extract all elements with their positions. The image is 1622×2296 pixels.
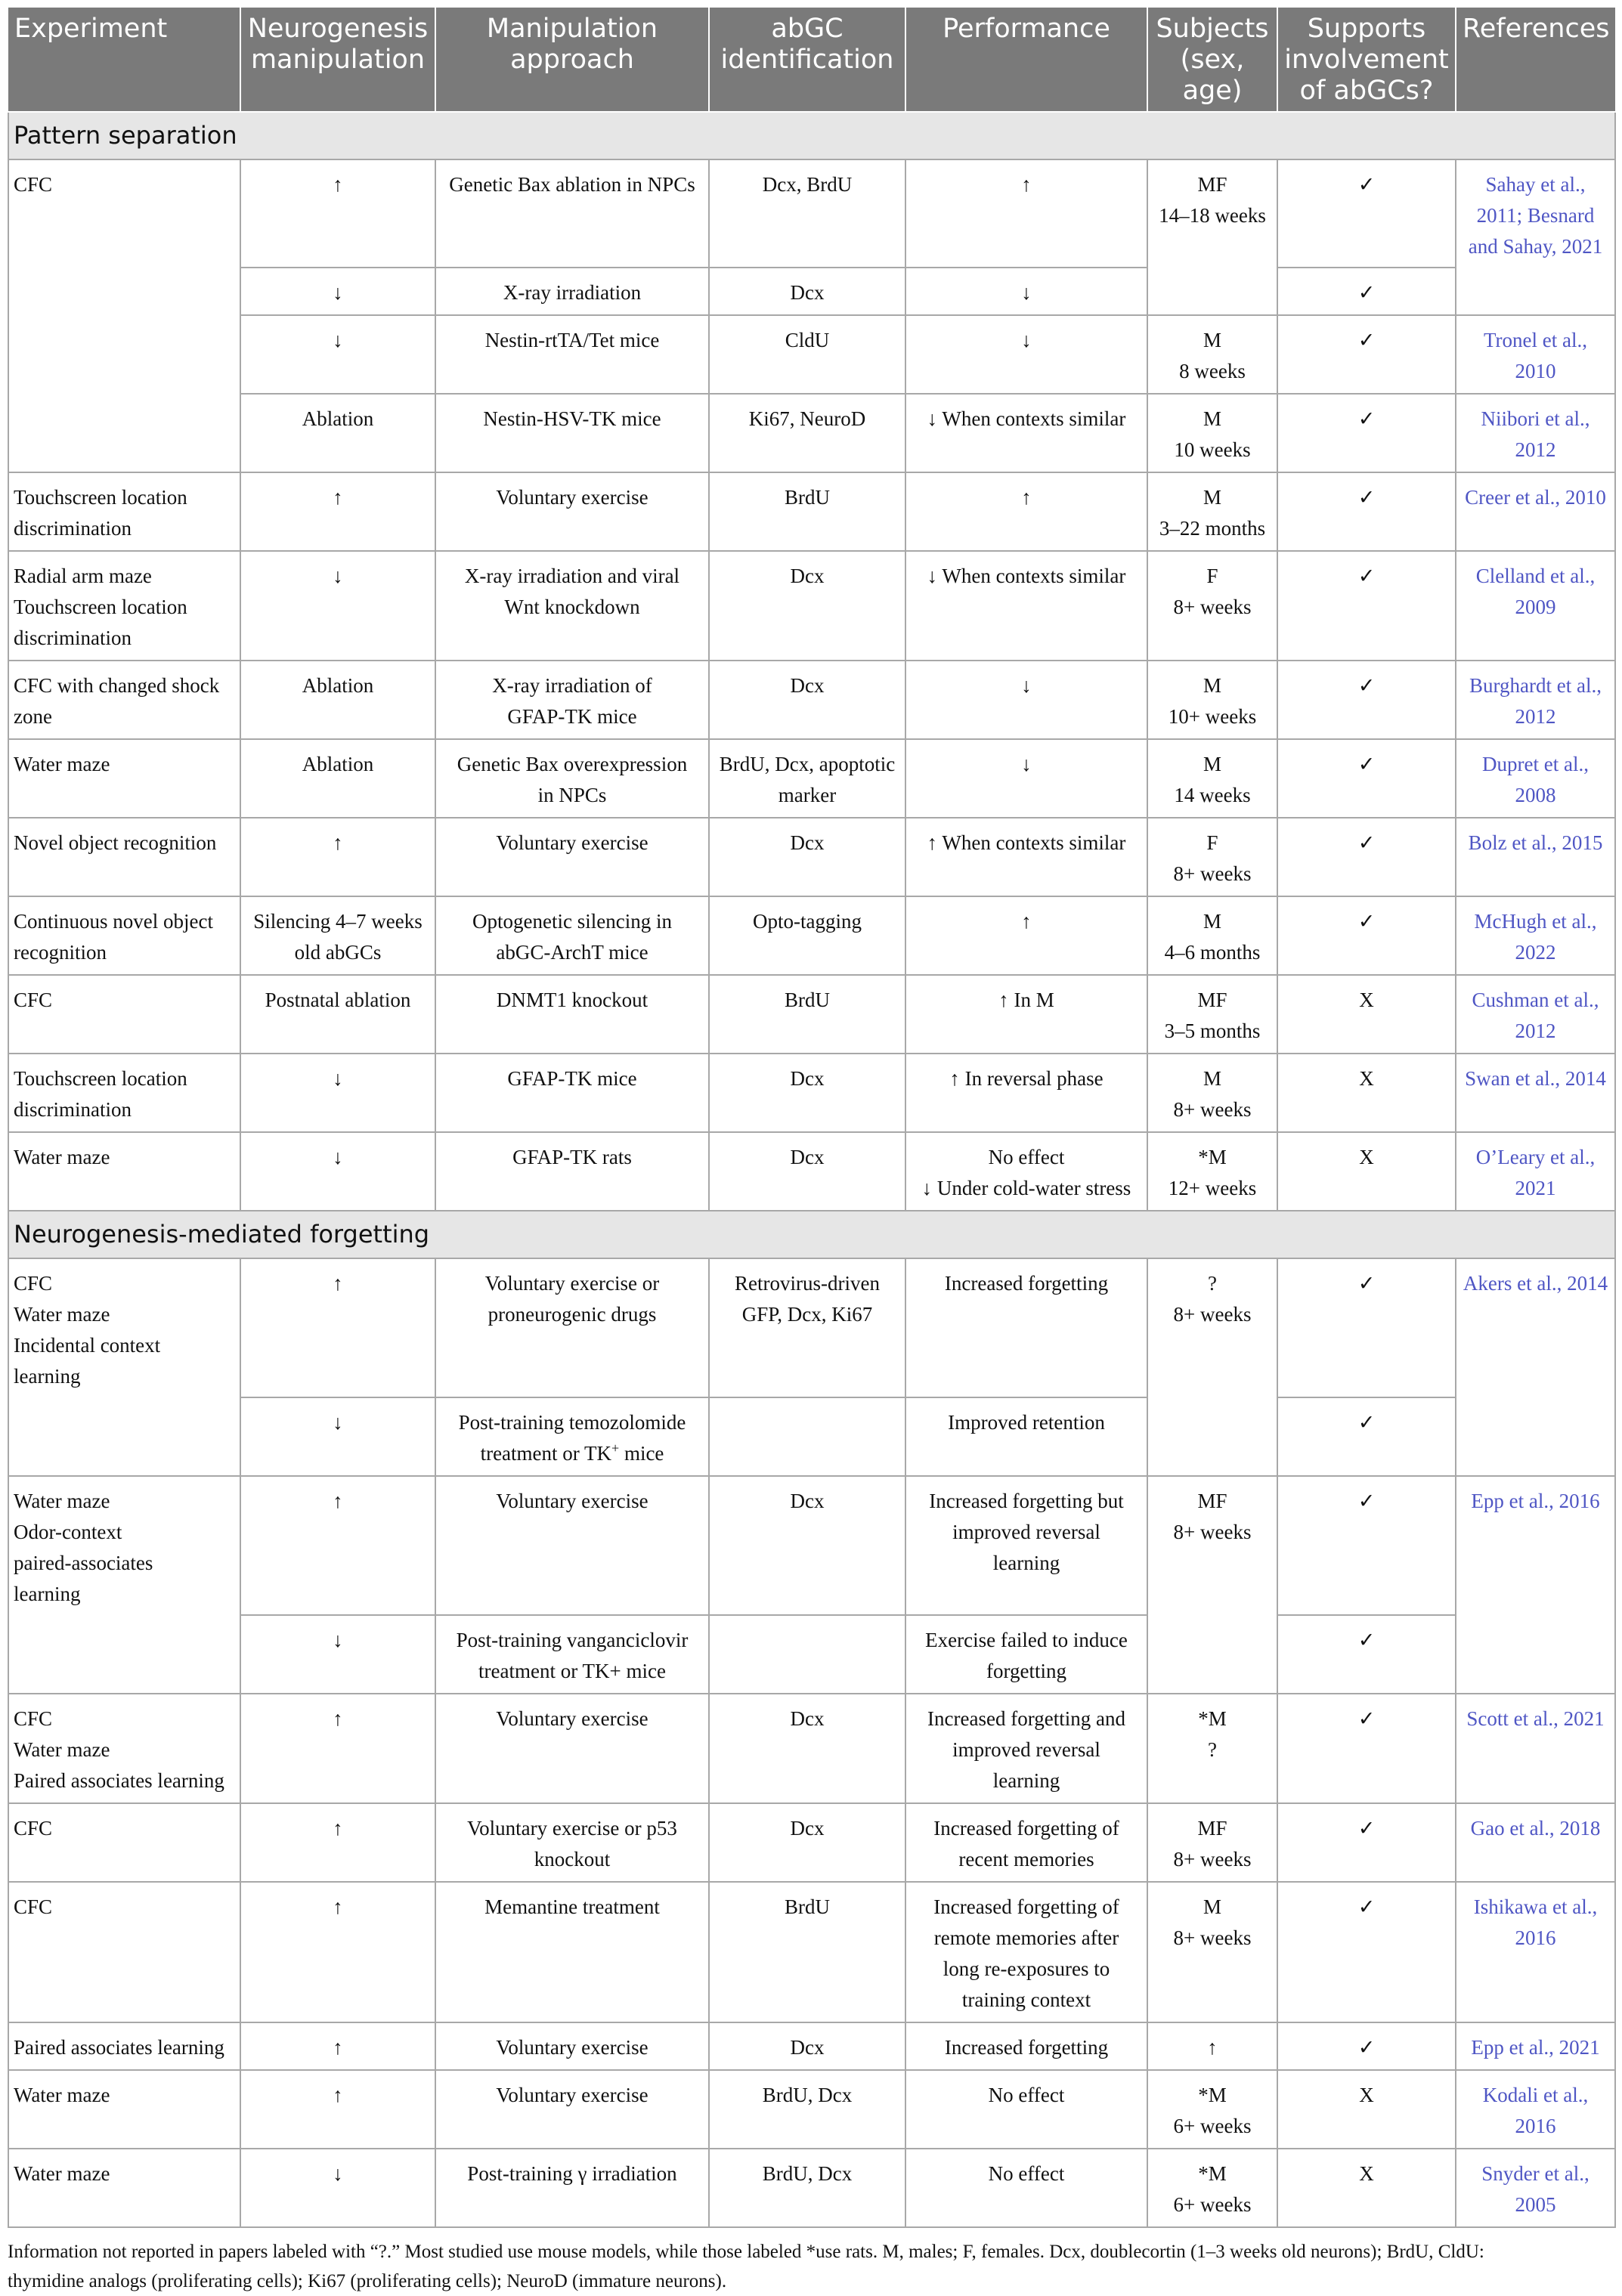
cell-support: ✓: [1277, 818, 1456, 896]
header-supports-involvement: Supports involvement of abGCs?: [1277, 8, 1456, 112]
cell-support: ✓: [1277, 2022, 1456, 2070]
cell-manipulation: ↓: [240, 315, 435, 394]
cell-identification: BrdU, Dcx: [709, 2070, 905, 2149]
cell-manipulation: Postnatal ablation: [240, 975, 435, 1054]
cell-approach: X-ray irradiation and viral Wnt knockdown: [435, 551, 709, 661]
cell-identification: BrdU: [709, 975, 905, 1054]
cell-reference-link[interactable]: Snyder et al., 2005: [1456, 2149, 1615, 2227]
neurogenesis-table: [8, 8, 1616, 2228]
cell-reference-link[interactable]: Burghardt et al., 2012: [1456, 661, 1615, 739]
cell-reference-link[interactable]: O’Leary et al., 2021: [1456, 1132, 1615, 1211]
cell-support: ✓: [1277, 661, 1456, 739]
cell-manipulation: ↓: [240, 1397, 435, 1476]
cell-identification: Dcx: [709, 1694, 905, 1803]
cell-experiment: Water maze: [8, 1132, 240, 1211]
section-title-pattern-separation: Pattern separation: [8, 112, 1615, 159]
cell-reference-link[interactable]: McHugh et al., 2022: [1456, 896, 1615, 975]
cell-manipulation: Ablation: [240, 739, 435, 818]
cell-subjects: M 14 weeks: [1147, 739, 1277, 818]
cell-support: X: [1277, 2149, 1456, 2227]
cell-approach: X-ray irradiation: [435, 268, 709, 315]
table-row: [8, 975, 1615, 1054]
cell-manipulation: ↑: [240, 472, 435, 551]
cell-approach: Voluntary exercise: [435, 472, 709, 551]
cell-manipulation: ↑: [240, 1882, 435, 2022]
table-row: [8, 896, 1615, 975]
cell-subjects: ↑: [1147, 2022, 1277, 2070]
cell-subjects: M 10+ weeks: [1147, 661, 1277, 739]
cell-approach: Memantine treatment: [435, 1882, 709, 2022]
table-row: [8, 159, 1615, 268]
cell-reference-link[interactable]: Clelland et al., 2009: [1456, 551, 1615, 661]
cell-support: ✓: [1277, 1803, 1456, 1882]
cell-performance: ↑ When contexts similar: [905, 818, 1147, 896]
cell-reference-link[interactable]: Dupret et al., 2008: [1456, 739, 1615, 818]
cell-approach: DNMT1 knockout: [435, 975, 709, 1054]
header-neurogenesis-manipulation: Neurogenesis manipulation: [240, 8, 435, 112]
cell-subjects: MF 8+ weeks: [1147, 1803, 1277, 1882]
cell-manipulation: ↓: [240, 1615, 435, 1694]
table-row: [8, 2022, 1615, 2070]
cell-performance: Improved retention: [905, 1397, 1147, 1476]
cell-performance: ↓: [905, 739, 1147, 818]
cell-manipulation: ↑: [240, 1694, 435, 1803]
cell-experiment: Touchscreen location discrimination: [8, 472, 240, 551]
table-row: [8, 1882, 1615, 2022]
header-references: References: [1456, 8, 1615, 112]
cell-performance: ↓ When contexts similar: [905, 551, 1147, 661]
cell-support: ✓: [1277, 1694, 1456, 1803]
cell-approach: GFAP-TK rats: [435, 1132, 709, 1211]
header-manipulation-approach: Manipulation approach: [435, 8, 709, 112]
cell-performance: ↑: [905, 159, 1147, 268]
cell-performance: ↑: [905, 472, 1147, 551]
cell-performance: ↑ In reversal phase: [905, 1054, 1147, 1132]
cell-experiment: CFC with changed shock zone: [8, 661, 240, 739]
cell-reference-link[interactable]: Swan et al., 2014: [1456, 1054, 1615, 1132]
cell-subjects: *M 6+ weeks: [1147, 2070, 1277, 2149]
cell-reference-link[interactable]: Ishikawa et al., 2016: [1456, 1882, 1615, 2022]
cell-performance: ↑: [905, 896, 1147, 975]
cell-approach: Voluntary exercise: [435, 1476, 709, 1615]
cell-performance: Increased forgetting: [905, 1258, 1147, 1397]
cell-subjects: *M 12+ weeks: [1147, 1132, 1277, 1211]
cell-reference-link[interactable]: Akers et al., 2014: [1456, 1258, 1615, 1476]
cell-subjects: M 8+ weeks: [1147, 1054, 1277, 1132]
cell-manipulation: ↓: [240, 1054, 435, 1132]
cell-support: ✓: [1277, 315, 1456, 394]
table-row: [8, 1694, 1615, 1803]
cell-identification: Dcx: [709, 1054, 905, 1132]
cell-experiment: CFC: [8, 975, 240, 1054]
cell-subjects: MF 14–18 weeks: [1147, 159, 1277, 315]
cell-approach: Nestin-HSV-TK mice: [435, 394, 709, 472]
cell-manipulation: ↑: [240, 818, 435, 896]
cell-reference-link[interactable]: Epp et al., 2016: [1456, 1476, 1615, 1694]
cell-approach: Voluntary exercise: [435, 2070, 709, 2149]
cell-manipulation: ↑: [240, 2022, 435, 2070]
header-performance: Performance: [905, 8, 1147, 112]
cell-experiment: CFC Water maze Incidental context learning: [8, 1258, 240, 1476]
cell-approach: GFAP-TK mice: [435, 1054, 709, 1132]
cell-identification: Opto-tagging: [709, 896, 905, 975]
table-row: [8, 268, 1615, 315]
cell-experiment: Paired associates learning: [8, 2022, 240, 2070]
table-row: [8, 551, 1615, 661]
cell-subjects: M 8+ weeks: [1147, 1882, 1277, 2022]
cell-reference-link[interactable]: Bolz et al., 2015: [1456, 818, 1615, 896]
cell-support: ✓: [1277, 1258, 1456, 1397]
cell-experiment: Touchscreen location discrimination: [8, 1054, 240, 1132]
cell-performance: Increased forgetting but improved reversal learning: [905, 1476, 1147, 1615]
cell-identification: BrdU, Dcx, apoptotic marker: [709, 739, 905, 818]
cell-approach: Voluntary exercise: [435, 1694, 709, 1803]
cell-performance: Increased forgetting and improved reversal learning: [905, 1694, 1147, 1803]
cell-experiment: CFC: [8, 159, 240, 472]
approach-text: mice: [619, 1442, 664, 1465]
cell-manipulation: ↑: [240, 1258, 435, 1397]
cell-support: ✓: [1277, 1615, 1456, 1694]
cell-identification: Dcx: [709, 551, 905, 661]
section-title-forgetting: Neurogenesis-mediated forgetting: [8, 1211, 1615, 1258]
table-row: [8, 472, 1615, 551]
cell-identification: BrdU: [709, 1882, 905, 2022]
cell-reference-link[interactable]: Epp et al., 2021: [1456, 2022, 1615, 2070]
table-row: [8, 2149, 1615, 2227]
cell-approach: Genetic Bax ablation in NPCs: [435, 159, 709, 268]
cell-performance: ↓: [905, 315, 1147, 394]
footnote-line: Information not reported in papers labeled with “?.” Most studied use mouse models, while those labeled *use rats. M, males; F, females. Dcx, doublecortin (1–3 weeks old neurons); BrdU, CldU:: [8, 2242, 1484, 2262]
table-page: [8, 8, 1614, 2296]
cell-performance: ↑ In M: [905, 975, 1147, 1054]
header-subjects: Subjects (sex, age): [1147, 8, 1277, 112]
cell-identification: CldU: [709, 315, 905, 394]
superscript-plus: +: [611, 1440, 620, 1456]
cell-approach: X-ray irradiation of GFAP-TK mice: [435, 661, 709, 739]
cell-subjects: ? 8+ weeks: [1147, 1258, 1277, 1476]
cell-experiment: Water maze: [8, 739, 240, 818]
table-row: [8, 818, 1615, 896]
table-row: [8, 2070, 1615, 2149]
cell-manipulation: ↓: [240, 268, 435, 315]
cell-approach: Optogenetic silencing in abGC-ArchT mice: [435, 896, 709, 975]
cell-reference-link[interactable]: Sahay et al., 2011; Besnard and Sahay, 2021: [1456, 159, 1615, 315]
cell-support: ✓: [1277, 268, 1456, 315]
table-footnote: [8, 2237, 1614, 2296]
cell-experiment: CFC: [8, 1882, 240, 2022]
cell-subjects: F 8+ weeks: [1147, 551, 1277, 661]
cell-identification: Dcx: [709, 818, 905, 896]
cell-approach: Post-training γ irradiation: [435, 2149, 709, 2227]
cell-experiment: Continuous novel object recognition: [8, 896, 240, 975]
cell-approach: Voluntary exercise: [435, 2022, 709, 2070]
cell-identification: Dcx, BrdU: [709, 159, 905, 268]
cell-experiment: Novel object recognition: [8, 818, 240, 896]
cell-experiment: Water maze: [8, 2070, 240, 2149]
cell-reference-link[interactable]: Cushman et al., 2012: [1456, 975, 1615, 1054]
cell-reference-link[interactable]: Tronel et al., 2010: [1456, 315, 1615, 394]
cell-manipulation: ↑: [240, 1476, 435, 1615]
cell-performance: Exercise failed to induce forgetting: [905, 1615, 1147, 1694]
cell-manipulation: Silencing 4–7 weeks old abGCs: [240, 896, 435, 975]
cell-performance: ↓: [905, 268, 1147, 315]
cell-identification: [709, 1615, 905, 1694]
cell-subjects: M 8 weeks: [1147, 315, 1277, 394]
cell-support: ✓: [1277, 1882, 1456, 2022]
table-row: [8, 739, 1615, 818]
cell-approach: Genetic Bax overexpression in NPCs: [435, 739, 709, 818]
cell-experiment: CFC: [8, 1803, 240, 1882]
header-row: [8, 8, 1615, 112]
cell-performance: Increased forgetting: [905, 2022, 1147, 2070]
cell-subjects: MF 8+ weeks: [1147, 1476, 1277, 1694]
cell-subjects: M 3–22 months: [1147, 472, 1277, 551]
cell-support: ✓: [1277, 159, 1456, 268]
cell-performance: Increased forgetting of remote memories after long re-exposures to training context: [905, 1882, 1147, 2022]
cell-reference-link[interactable]: Creer et al., 2010: [1456, 472, 1615, 551]
cell-support: X: [1277, 975, 1456, 1054]
cell-identification: Dcx: [709, 2022, 905, 2070]
cell-identification: BrdU, Dcx: [709, 2149, 905, 2227]
cell-reference-link[interactable]: Kodali et al., 2016: [1456, 2070, 1615, 2149]
cell-identification: [709, 1397, 905, 1476]
cell-approach: Voluntary exercise: [435, 818, 709, 896]
cell-manipulation: ↓: [240, 2149, 435, 2227]
cell-support: ✓: [1277, 1476, 1456, 1615]
section-row: [8, 1211, 1615, 1258]
cell-manipulation: Ablation: [240, 394, 435, 472]
cell-manipulation: ↑: [240, 2070, 435, 2149]
cell-approach: Voluntary exercise or p53 knockout: [435, 1803, 709, 1882]
cell-approach: Post-training vanganciclovir treatment or TK+ mice: [435, 1615, 709, 1694]
cell-reference-link[interactable]: Niibori et al., 2012: [1456, 394, 1615, 472]
cell-support: ✓: [1277, 472, 1456, 551]
cell-identification: Retrovirus-driven GFP, Dcx, Ki67: [709, 1258, 905, 1397]
cell-experiment: CFC Water maze Paired associates learning: [8, 1694, 240, 1803]
header-experiment: Experiment: [8, 8, 240, 112]
cell-manipulation: ↓: [240, 1132, 435, 1211]
cell-manipulation: ↑: [240, 159, 435, 268]
cell-subjects: *M ?: [1147, 1694, 1277, 1803]
cell-experiment: Water maze: [8, 2149, 240, 2227]
cell-support: X: [1277, 2070, 1456, 2149]
cell-subjects: M 10 weeks: [1147, 394, 1277, 472]
cell-support: ✓: [1277, 896, 1456, 975]
footnote-line: thymidine analogs (proliferating cells); Ki67 (proliferating cells); NeuroD (immature neurons).: [8, 2271, 727, 2291]
section-row: [8, 112, 1615, 159]
table-row: [8, 1258, 1615, 1397]
cell-identification: Dcx: [709, 1803, 905, 1882]
cell-experiment: Water maze Odor-context paired-associates learning: [8, 1476, 240, 1694]
cell-support: ✓: [1277, 1397, 1456, 1476]
table-row: [8, 1476, 1615, 1615]
table-row: [8, 1132, 1615, 1211]
cell-approach: Nestin-rtTA/Tet mice: [435, 315, 709, 394]
cell-subjects: F 8+ weeks: [1147, 818, 1277, 896]
cell-identification: Dcx: [709, 661, 905, 739]
cell-performance: ↓: [905, 661, 1147, 739]
cell-identification: BrdU: [709, 472, 905, 551]
table-row: [8, 1054, 1615, 1132]
cell-subjects: *M 6+ weeks: [1147, 2149, 1277, 2227]
table-row: [8, 661, 1615, 739]
cell-approach: Post-training temozolomide treatment or TK+ mice: [435, 1397, 709, 1476]
cell-reference-link[interactable]: Gao et al., 2018: [1456, 1803, 1615, 1882]
table-row: [8, 394, 1615, 472]
cell-performance: No effect: [905, 2070, 1147, 2149]
cell-manipulation: ↑: [240, 1803, 435, 1882]
cell-support: X: [1277, 1132, 1456, 1211]
cell-performance: ↓ When contexts similar: [905, 394, 1147, 472]
table-row: [8, 1615, 1615, 1694]
cell-approach: Voluntary exercise or proneurogenic drugs: [435, 1258, 709, 1397]
cell-reference-link[interactable]: Scott et al., 2021: [1456, 1694, 1615, 1803]
cell-subjects: M 4–6 months: [1147, 896, 1277, 975]
table-row: [8, 1397, 1615, 1476]
cell-identification: Dcx: [709, 268, 905, 315]
cell-performance: Increased forgetting of recent memories: [905, 1803, 1147, 1882]
header-abgc-identification: abGC identification: [709, 8, 905, 112]
cell-performance: No effect: [905, 2149, 1147, 2227]
cell-identification: Ki67, NeuroD: [709, 394, 905, 472]
table-row: [8, 1803, 1615, 1882]
cell-identification: Dcx: [709, 1132, 905, 1211]
cell-manipulation: Ablation: [240, 661, 435, 739]
cell-experiment: Radial arm maze Touchscreen location discrimination: [8, 551, 240, 661]
cell-performance: No effect ↓ Under cold-water stress: [905, 1132, 1147, 1211]
cell-support: ✓: [1277, 551, 1456, 661]
cell-support: ✓: [1277, 394, 1456, 472]
approach-text: treatment or TK: [480, 1442, 612, 1465]
cell-subjects: MF 3–5 months: [1147, 975, 1277, 1054]
cell-support: ✓: [1277, 739, 1456, 818]
table-row: [8, 315, 1615, 394]
cell-identification: Dcx: [709, 1476, 905, 1615]
cell-manipulation: ↓: [240, 551, 435, 661]
cell-support: X: [1277, 1054, 1456, 1132]
